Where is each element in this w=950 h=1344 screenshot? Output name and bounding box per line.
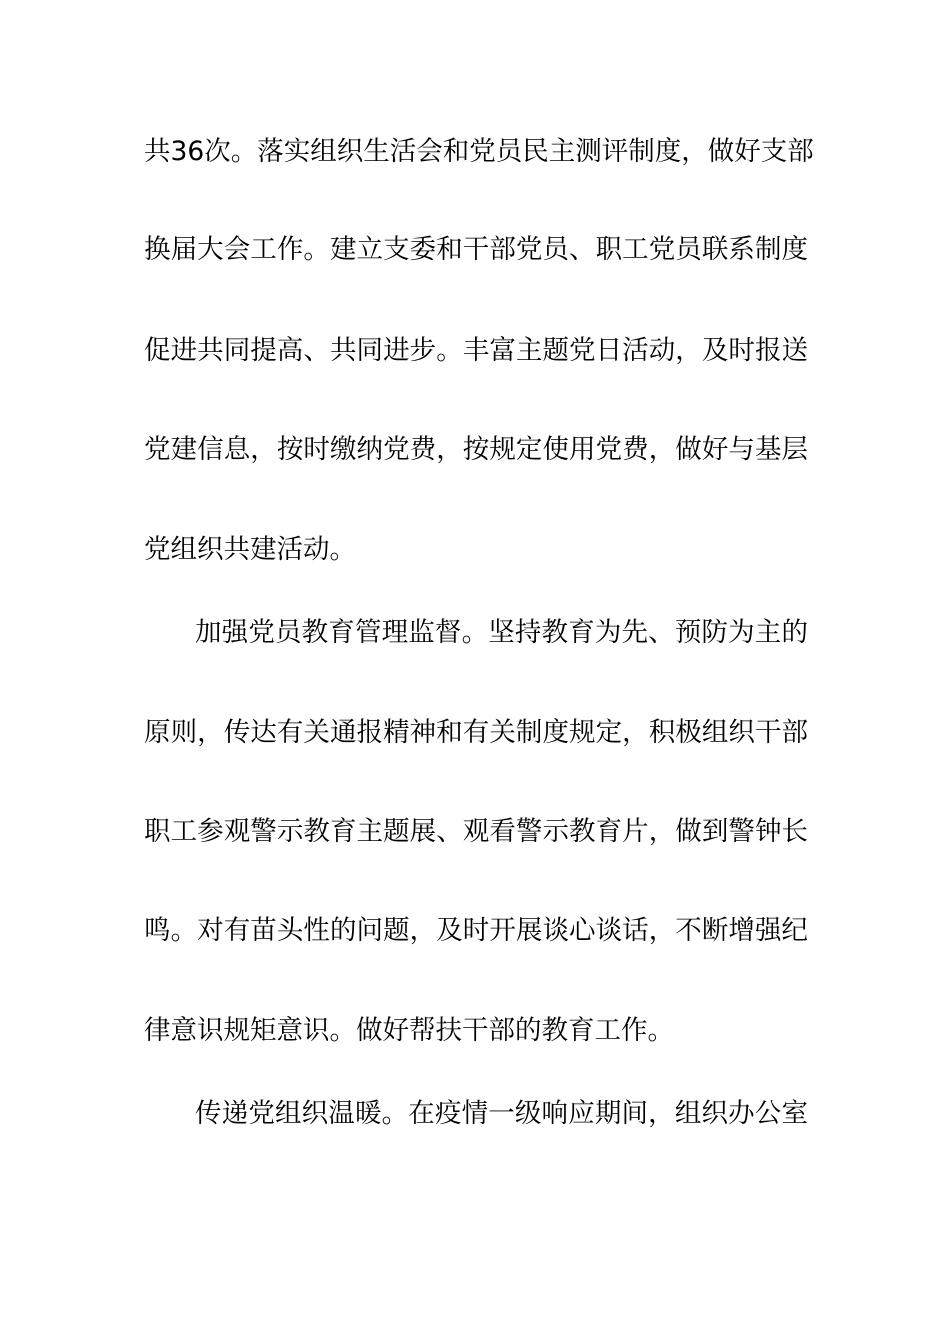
paragraph-line: 律意识规矩意识。做好帮扶干部的教育工作。 [144, 1015, 674, 1046]
paragraph-line: 换 届 大 会 工 作 。 建 立 支 委 和 干 部 党 员 、 职 工 党 员 联 系 制 度 [144, 234, 808, 265]
paragraph-line: 原 则 ， 传 达 有 关 通 报 精 神 和 有 关 制 度 规 定 ， 积 极 组 织 干 部 [144, 717, 808, 748]
paragraph-line: 加 强 党 员 教 育 管 理 监 督 。 坚 持 教 育 为 先 、 预 防 为 主 的 [195, 617, 808, 648]
paragraph-line: 促 进 共 同 提 高 、 共 同 进 步 。 丰 富 主 题 党 日 活 动 ， 及 时 报 送 [144, 335, 808, 366]
paragraph-line: 鸣 。 对 有 苗 头 性 的 问 题 ， 及 时 开 展 谈 心 谈 话 ， 不 断 增 强 纪 [144, 915, 808, 946]
paragraph-line: 共 36 次 。 落 实 组 织 生 活 会 和 党 员 民 主 测 评 制 度 ， 做 好 支 部 [144, 136, 814, 167]
paragraph-line: 职 工 参 观 警 示 教 育 主 题 展 、 观 看 警 示 教 育 片 ， 做 到 警 钟 长 [144, 816, 808, 847]
paragraph-line: 党组织共建活动。 [144, 534, 356, 565]
paragraph-line: 传 递 党 组 织 温 暖 。 在 疫 情 一 级 响 应 期 间 ， 组 织 办 公 室 [195, 1098, 808, 1129]
paragraph-line: 党 建 信 息 ， 按 时 缴 纳 党 费 ， 按 规 定 使 用 党 费 ， 做 好 与 基 层 [144, 434, 808, 465]
